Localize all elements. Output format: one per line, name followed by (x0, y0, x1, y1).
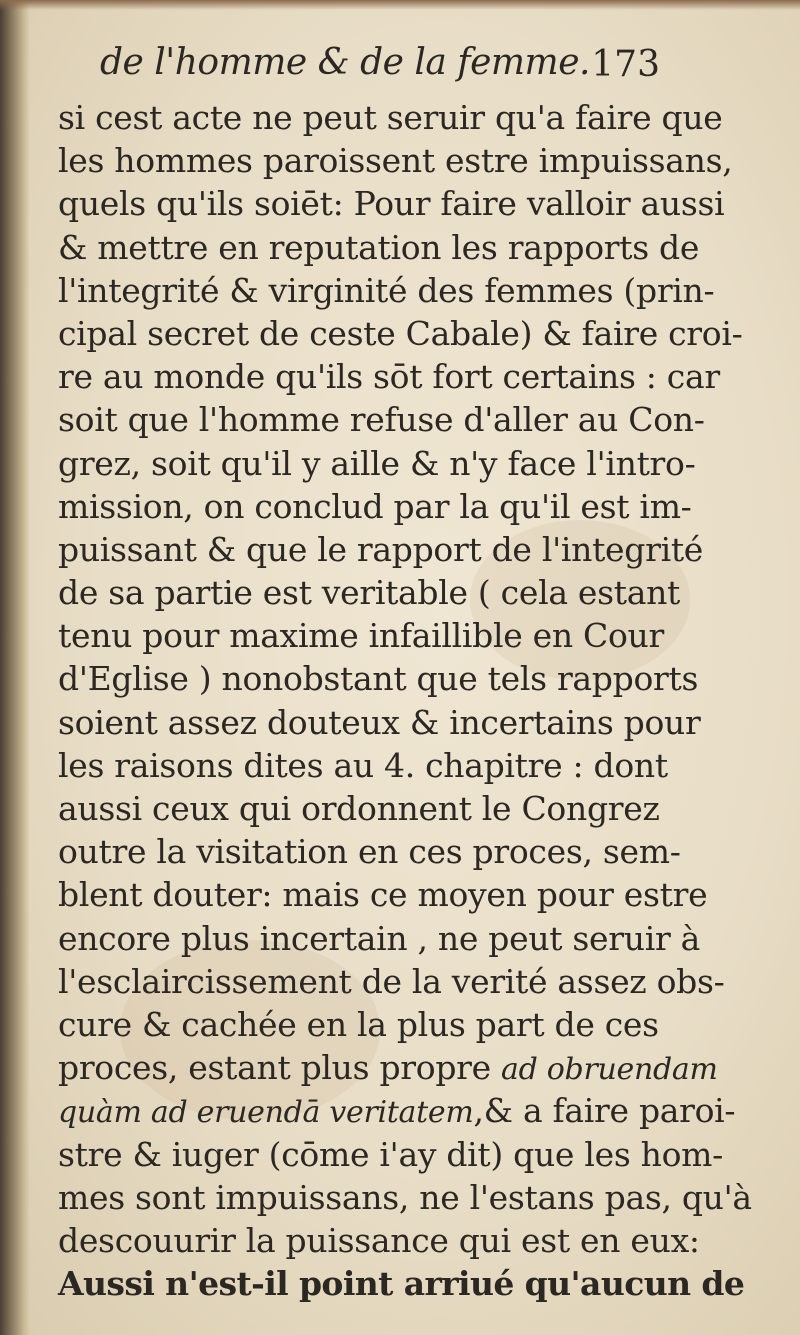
text-line: l'esclaircissement de la verité assez obs- (58, 961, 725, 1001)
body-text (58, 96, 752, 1305)
text-line: aussi ceux qui ordonnent le Congrez (58, 789, 660, 828)
text-line: l'integrité & virginité des femmes (prin- (58, 270, 715, 310)
latin-phrase: ad obruendam (501, 1052, 718, 1088)
text-line: outre la visitation en ces proces, sem- (58, 832, 681, 872)
text-line: tenu pour maxime infaillible en Cour (58, 616, 664, 656)
text-line: les hommes paroissent estre impuissans, (58, 141, 733, 181)
text-line: cipal secret de ceste Cabale) & faire croi- (58, 313, 743, 353)
text-line: les raisons dites au 4. chapitre : dont (58, 745, 668, 785)
text-line: mission, on conclud par la qu'il est im- (58, 486, 692, 526)
text-line: stre & iuger (cōme i'ay dit) que les hom- (58, 1134, 724, 1174)
text-line: re au monde qu'ils sōt fort certains : car (58, 357, 720, 397)
text-line: descouurir la puissance qui est en eux: (58, 1220, 700, 1260)
text-line: Aussi n'est-il point arriué qu'aucun de (58, 1264, 745, 1304)
text-line: mes sont impuissans, ne l'estans pas, qu'à (58, 1177, 752, 1217)
text-segment: ,& a faire paroi- (473, 1091, 736, 1131)
text-line (58, 1089, 736, 1132)
page-top-edge (0, 0, 800, 10)
text-line: grez, soit qu'il y aille & n'y face l'intro- (58, 443, 696, 483)
text-line: & mettre en reputation les rapports de (58, 227, 700, 267)
text-line: quels qu'ils soiēt: Pour faire valloir aussi (58, 184, 725, 224)
running-title: de l'homme & de la femme. (100, 42, 590, 83)
text-line: cure & cachée en la plus part de ces (58, 1004, 659, 1044)
text-line: soit que l'homme refuse d'aller au Con- (58, 400, 705, 440)
latin-phrase: quàm ad eruendā veritatem (58, 1095, 474, 1131)
text-line: encore plus incertain , ne peut seruir à (58, 918, 701, 958)
text-segment: proces, estant plus propre (58, 1048, 502, 1088)
text-line: puissant & que le rapport de l'integrité (58, 529, 704, 569)
page-header (100, 42, 660, 94)
text-line: si cest acte ne peut seruir qu'a faire que (58, 98, 723, 137)
binding-shadow (0, 0, 30, 1335)
text-line: blent douter: mais ce moyen pour estre (58, 875, 708, 915)
text-line: soient assez douteux & incertains pour (58, 702, 701, 742)
text-line: de sa partie est veritable ( cela estant (58, 573, 681, 613)
page-number: 173 (591, 44, 660, 85)
text-line: d'Eglise ) nonobstant que tels rapports (58, 659, 699, 699)
text-line (58, 1046, 718, 1089)
